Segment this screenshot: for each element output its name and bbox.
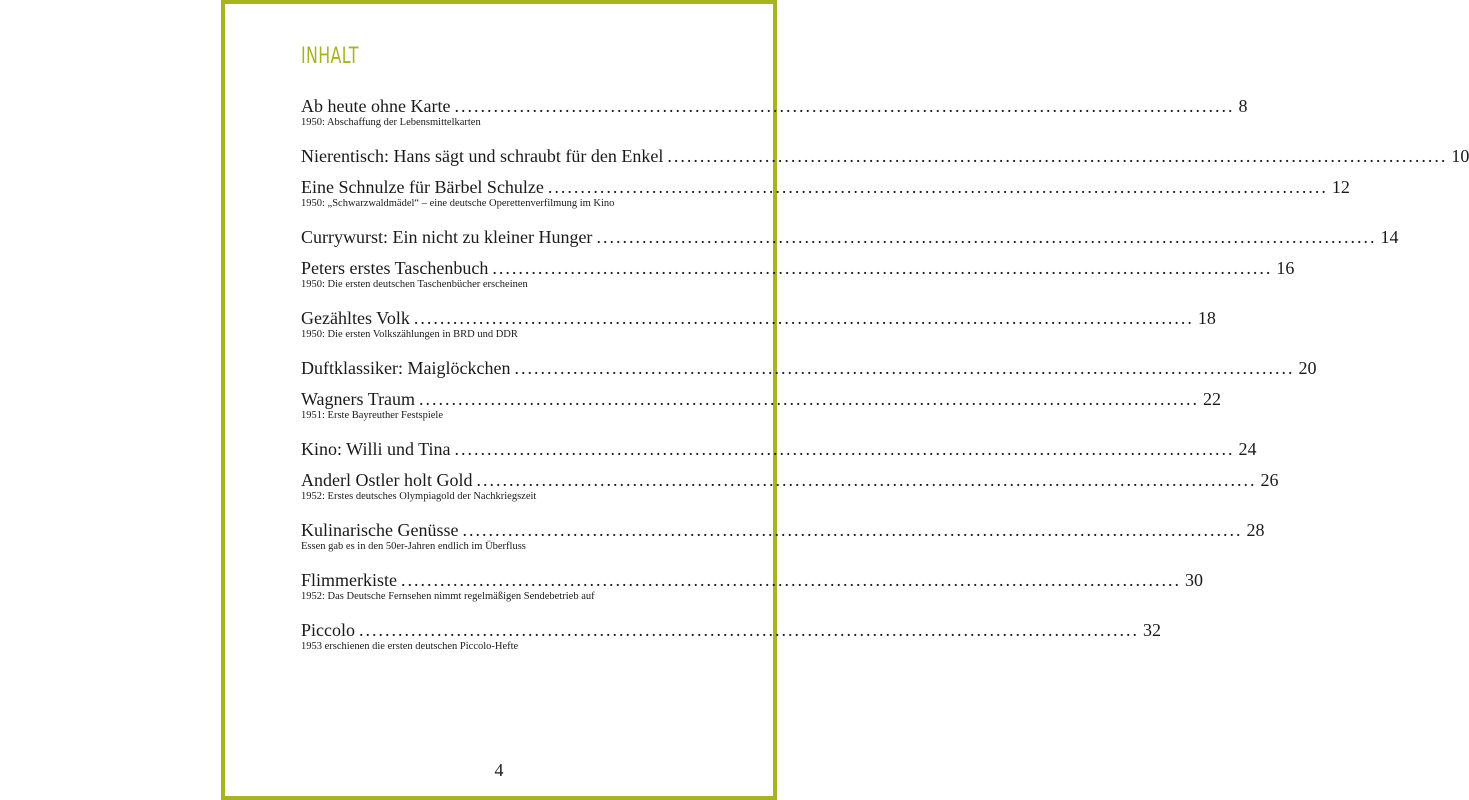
toc-entry (301, 437, 1257, 461)
toc-entry (301, 306, 1216, 341)
toc-entry-title: Peters erstes Taschenbuch (301, 258, 489, 278)
toc-entry-page: 12 (1331, 177, 1350, 197)
toc-leader-dots: ........................................................................................................................ (462, 520, 1243, 540)
toc-entry (301, 94, 1248, 129)
toc-leader-dots: ........................................................................................................................ (476, 470, 1257, 490)
toc-entry (301, 387, 1222, 422)
toc-entry-page: 10 (1451, 146, 1469, 166)
toc-entry-subtitle: 1950: „Schwarzwaldmädel“ – eine deutsche Operettenverfilmung im Kino (301, 198, 615, 209)
toc-entry-title: Eine Schnulze für Bärbel Schulze (301, 177, 544, 197)
toc-entry (301, 618, 1161, 653)
toc-entry (301, 256, 1295, 291)
toc-entry-subtitle: 1953 erschienen die ersten deutschen Piccolo-Hefte (301, 641, 519, 652)
toc-leader-dots: ........................................................................................................................ (454, 439, 1235, 459)
toc-entry-row (301, 256, 1295, 280)
toc-entry-row (301, 306, 1216, 330)
toc-entry-title: Kino: Willi und Tina (301, 439, 451, 459)
toc-leader-dots: ........................................................................................................................ (492, 258, 1273, 278)
toc-leader-dots: ........................................................................................................................ (596, 227, 1377, 247)
toc-entry (301, 468, 1279, 503)
toc-entry-title: Gezähltes Volk (301, 308, 410, 328)
toc-entry-title: Wagners Traum (301, 389, 416, 409)
toc-leader-dots: ........................................................................................................................ (419, 389, 1200, 409)
toc-entry-row (301, 225, 1399, 249)
toc-entry-page: 8 (1238, 96, 1248, 116)
toc-heading: INHALT (301, 44, 359, 69)
toc-leader-dots: ........................................................................................................................ (413, 308, 1194, 328)
toc-entry-page: 20 (1298, 358, 1317, 378)
toc-entry-subtitle: 1952: Erstes deutsches Olympiagold der Nachkriegszeit (301, 491, 537, 502)
toc-entry-title: Piccolo (301, 620, 355, 640)
toc-entry-title: Duftklassiker: Maiglöckchen (301, 358, 511, 378)
toc-entry-page: 28 (1246, 520, 1265, 540)
toc-entry-row (301, 568, 1203, 592)
toc-entry-row (301, 437, 1257, 461)
table-of-contents (301, 94, 1469, 653)
toc-entry-page: 32 (1143, 620, 1161, 640)
toc-entry-page: 30 (1185, 570, 1203, 590)
toc-entry-row (301, 518, 1265, 542)
toc-entry-row (301, 175, 1350, 199)
toc-leader-dots: ........................................................................................................................ (514, 358, 1295, 378)
toc-entry (301, 356, 1317, 380)
book-page (221, 0, 1469, 800)
toc-entry-page: 14 (1380, 227, 1399, 247)
toc-entry (301, 568, 1203, 603)
toc-entry-page: 24 (1238, 439, 1257, 459)
toc-leader-dots: ........................................................................................................................ (401, 570, 1181, 590)
toc-entry-row (301, 618, 1161, 642)
toc-entry-page: 22 (1203, 389, 1222, 409)
toc-entry-page: 16 (1276, 258, 1295, 278)
toc-entry (301, 518, 1265, 553)
toc-entry-row (301, 94, 1248, 118)
toc-entry-title: Flimmerkiste (301, 570, 397, 590)
toc-entry-title: Ab heute ohne Karte (301, 96, 451, 116)
toc-entry-row (301, 144, 1469, 168)
toc-entry-title: Nierentisch: Hans sägt und schraubt für den Enkel (301, 146, 664, 166)
page-number: 4 (494, 760, 504, 780)
toc-entry-page: 26 (1260, 470, 1279, 490)
toc-entry-row (301, 387, 1222, 411)
toc-leader-dots: ........................................................................................................................ (547, 177, 1328, 197)
toc-entry-row (301, 468, 1279, 492)
toc-entry-page: 18 (1197, 308, 1216, 328)
toc-leader-dots: ........................................................................................................................ (359, 620, 1139, 640)
toc-entry-title: Kulinarische Genüsse (301, 520, 459, 540)
toc-entry (301, 144, 1469, 168)
toc-entry-subtitle: 1950: Die ersten Volkszählungen in BRD und DDR (301, 329, 518, 340)
toc-entry-title: Currywurst: Ein nicht zu kleiner Hunger (301, 227, 593, 247)
toc-entry-subtitle: 1950: Die ersten deutschen Taschenbücher erscheinen (301, 279, 528, 290)
toc-entry-subtitle: Essen gab es in den 50er-Jahren endlich im Überfluss (301, 541, 526, 552)
toc-entry-row (301, 356, 1317, 380)
toc-leader-dots: ........................................................................................................................ (667, 146, 1448, 166)
toc-entry (301, 225, 1399, 249)
toc-entry-subtitle: 1951: Erste Bayreuther Festspiele (301, 410, 444, 421)
toc-entry (301, 175, 1350, 210)
toc-entry-subtitle: 1952: Das Deutsche Fernsehen nimmt regelmäßigen Sendebetrieb auf (301, 591, 595, 602)
toc-entry-title: Anderl Ostler holt Gold (301, 470, 473, 490)
toc-leader-dots: ........................................................................................................................ (454, 96, 1235, 116)
toc-entry-subtitle: 1950: Abschaffung der Lebensmittelkarten (301, 117, 481, 128)
